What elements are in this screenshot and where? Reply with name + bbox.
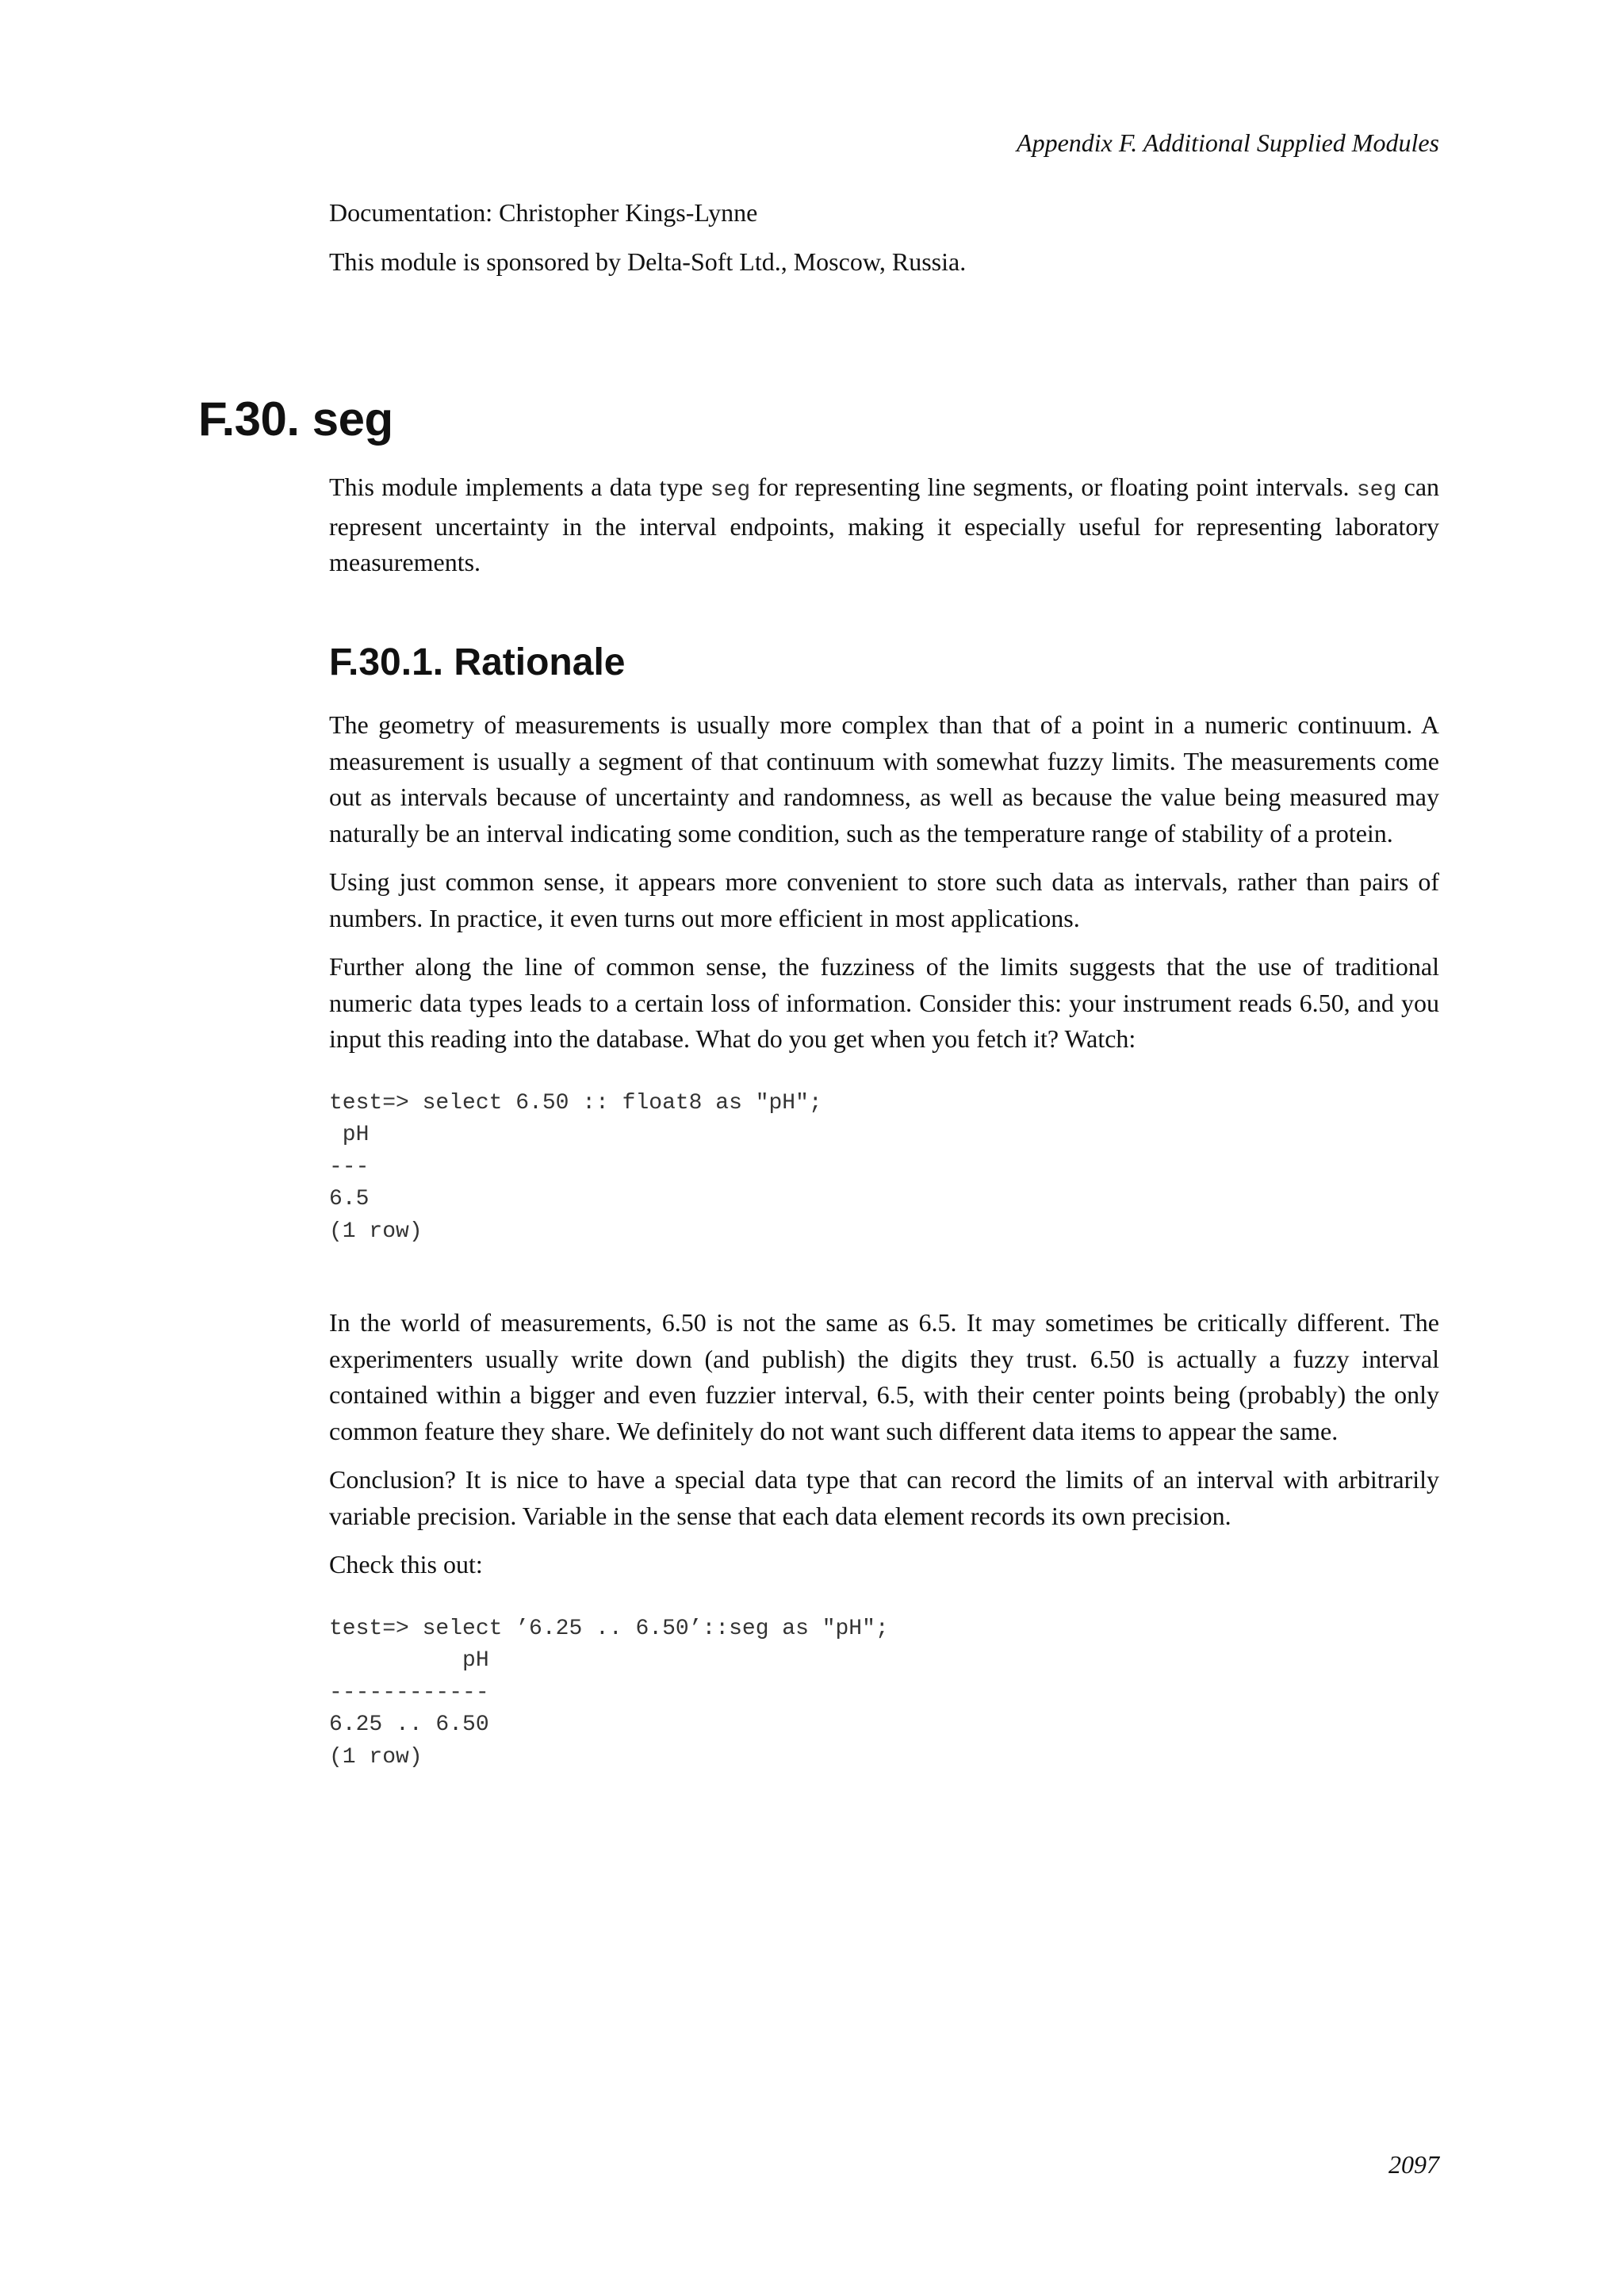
intro-paragraph bbox=[329, 469, 1439, 581]
sponsor-credit: This module is sponsored by Delta-Soft Ltd., Moscow, Russia. bbox=[329, 247, 967, 276]
paragraph: Using just common sense, it appears more convenient to store such data as intervals, rather than pairs of numbers. In practice, it even turns out more efficient in most applications. bbox=[329, 867, 1439, 932]
documentation-credit: Documentation: Christopher Kings-Lynne bbox=[329, 198, 758, 227]
intro-text-1: This module implements a data type bbox=[329, 473, 710, 501]
inline-code-seg: seg bbox=[1356, 478, 1397, 503]
intro-text-2: for representing line segments, or floating point intervals. bbox=[750, 473, 1350, 501]
rationale-section bbox=[329, 639, 1439, 1774]
section-intro bbox=[329, 469, 1439, 581]
paragraph: Further along the line of common sense, the fuzziness of the limits suggests that the use of traditional numeric data types leads to a certain loss of information. Consider this: your instrument reads 6.50, and you input this reading into the database. What do you get when you fetch it? Watch: bbox=[329, 952, 1439, 1053]
paragraph: Check this out: bbox=[329, 1550, 483, 1578]
running-header: Appendix F. Additional Supplied Modules bbox=[1017, 128, 1439, 157]
section-title: F.30. seg bbox=[198, 392, 393, 446]
inline-code-seg: seg bbox=[710, 478, 751, 503]
paragraph: In the world of measurements, 6.50 is not the same as 6.5. It may sometimes be critically different. The experimenters usually write down (and publish) the digits they trust. 6.50 is actually a fuzzy interval contained within a bigger and even fuzzier interval, 6.5, with their center points being (probably) the only common feature they share. We definitely do not want such different data items to appear the same. bbox=[329, 1308, 1439, 1445]
intro-text-3: can represent uncertainty in the interval endpoints, making it especially useful for representing laboratory measurements. bbox=[329, 473, 1440, 576]
code-example: test=> select ’6.25 .. 6.50’::seg as "pH"; pH ------------ 6.25 .. 6.50 (1 row) bbox=[329, 1616, 889, 1770]
credits-block bbox=[329, 195, 1439, 279]
page-number: 2097 bbox=[1388, 2150, 1439, 2179]
code-example: test=> select 6.50 :: float8 as "pH"; pH --- 6.5 (1 row) bbox=[329, 1090, 822, 1244]
subsection-title: F.30.1. Rationale bbox=[329, 641, 626, 683]
paragraph: Conclusion? It is nice to have a special data type that can record the limits of an interval with arbitrarily variable precision. Variable in the sense that each data element records its own precision. bbox=[329, 1465, 1439, 1530]
paragraph: The geometry of measurements is usually more complex than that of a point in a numeric continuum. A measurement is usually a segment of that continuum with somewhat fuzzy limits. The measurements come out as intervals because of uncertainty and randomness, as well as because the value being measured may naturally be an interval indicating some condition, such as the temperature range of stability of a protein. bbox=[329, 710, 1439, 848]
